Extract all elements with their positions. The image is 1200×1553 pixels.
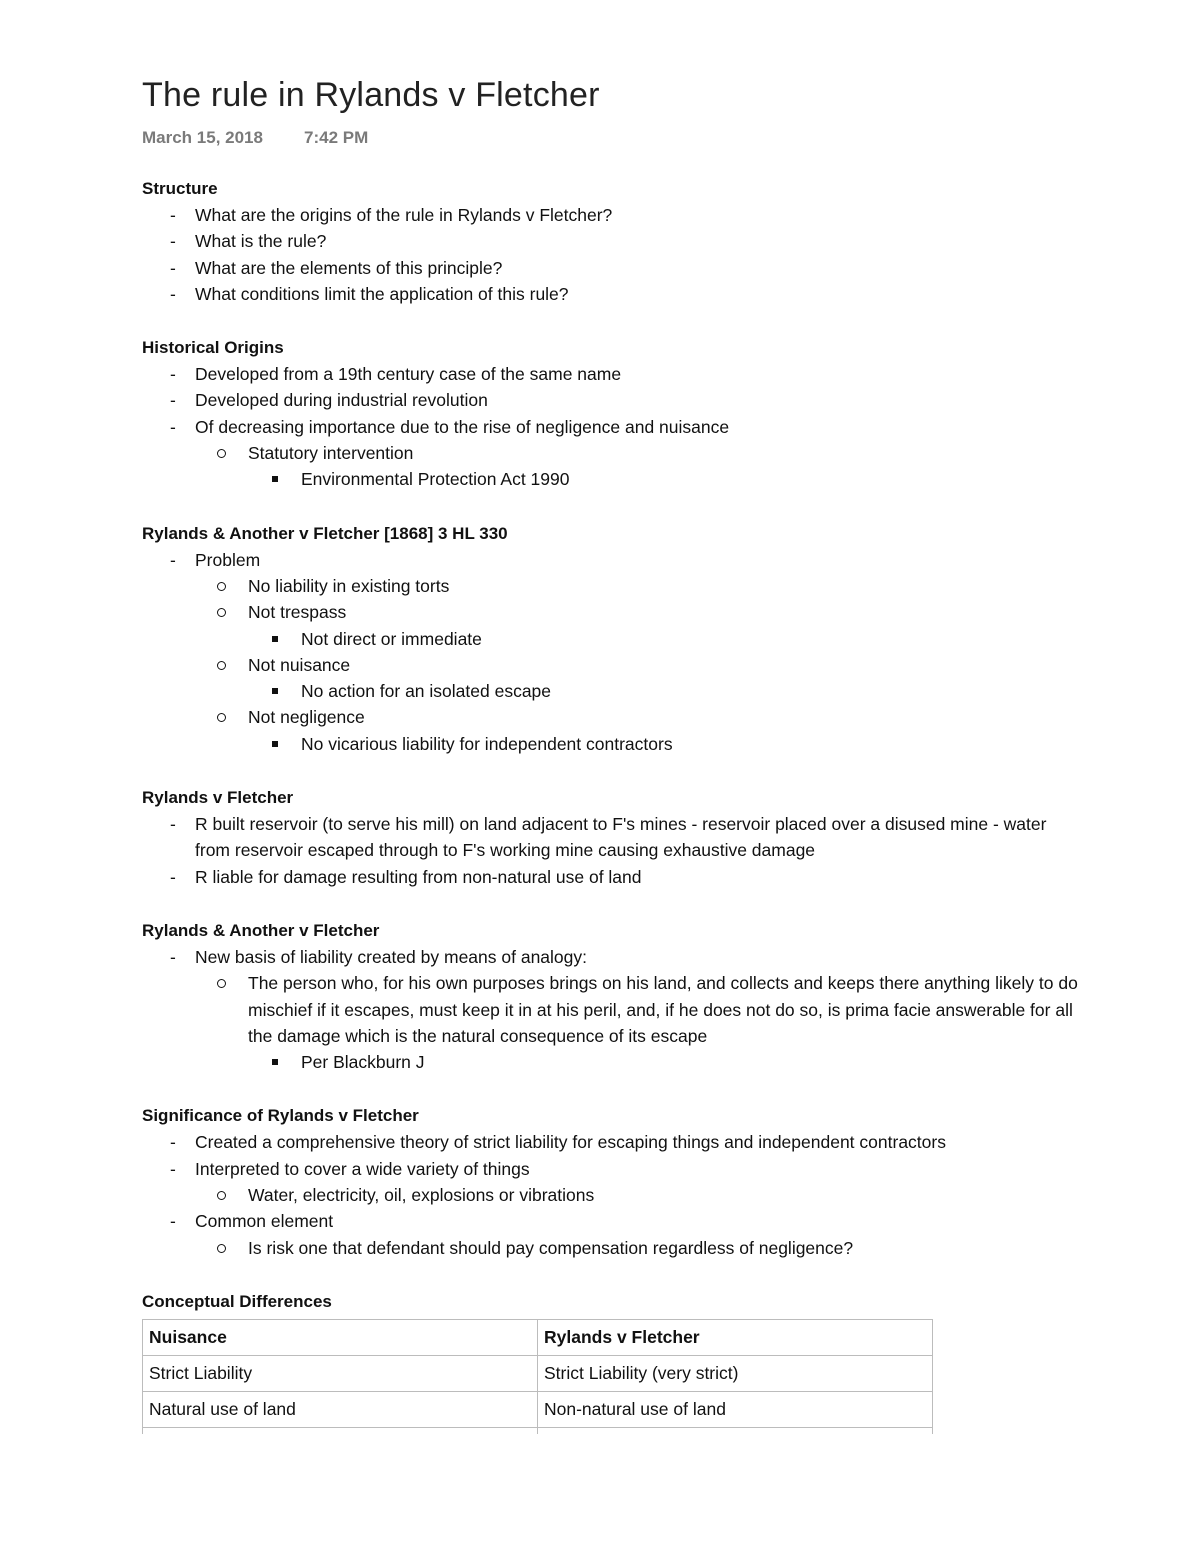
dash-bullet-icon [170, 255, 190, 281]
outline-list-level-3 [248, 626, 1082, 652]
dash-bullet-icon [170, 1156, 190, 1182]
section-heading: Conceptual Differences [142, 1291, 332, 1311]
list-item [248, 731, 1082, 757]
table-header-row [143, 1319, 933, 1355]
document-page [142, 72, 1082, 1434]
list-item-text: Not trespass [248, 602, 347, 623]
dash-bullet-icon [170, 414, 190, 440]
note-section [142, 335, 1082, 492]
list-item-text: No liability in existing torts [248, 575, 450, 596]
list-item [142, 1208, 1082, 1261]
list-item-text: R built reservoir (to serve his mill) on land adjacent to F's mines - reservoir placed over a disused mine - water from reservoir escaped through to F's working mine causing exhaustive damage [195, 814, 1047, 861]
outline-list-level-3 [248, 678, 1082, 704]
list-item [142, 281, 1082, 307]
table-row-partial [143, 1427, 933, 1434]
outline-list-level-2 [195, 440, 1082, 493]
list-item-text: What conditions limit the application of this rule? [195, 283, 569, 304]
table-cell: Strict Liability (very strict) [538, 1355, 933, 1391]
list-item [248, 678, 1082, 704]
list-item-text: R liable for damage resulting from non-natural use of land [195, 866, 642, 887]
list-item [142, 1129, 1082, 1155]
section-heading: Significance of Rylands v Fletcher [142, 1106, 419, 1126]
outline-list-level-3 [248, 1049, 1082, 1075]
list-item-text: Of decreasing importance due to the rise of negligence and nuisance [195, 416, 730, 437]
list-item [195, 599, 1082, 652]
note-section [142, 785, 1082, 890]
list-item-text: Developed during industrial revolution [195, 390, 488, 411]
list-item-text: What are the origins of the rule in Rylands v Fletcher? [195, 205, 613, 225]
outline-list-level-2 [195, 970, 1082, 1075]
conceptual-differences-section [142, 1289, 1082, 1434]
list-item [142, 864, 1082, 890]
outline-list-level-1 [142, 944, 1082, 1075]
list-item-text: New basis of liability created by means of analogy: [195, 946, 588, 967]
list-item [248, 1049, 1082, 1075]
list-item-text: Problem [195, 549, 261, 570]
list-item [142, 811, 1082, 864]
list-item [142, 547, 1082, 757]
dash-bullet-icon [170, 944, 190, 970]
note-sections [142, 176, 1082, 1261]
section-heading: Rylands v Fletcher [142, 788, 294, 808]
list-item-text: Not nuisance [248, 654, 351, 675]
list-item-text: Not direct or immediate [301, 628, 482, 649]
section-heading: Historical Origins [142, 338, 284, 358]
dash-bullet-icon [170, 1129, 190, 1155]
list-item-text: Interpreted to cover a wide variety of things [195, 1158, 530, 1179]
outline-list-level-1 [142, 547, 1082, 757]
list-item [195, 1182, 1082, 1208]
list-item-text: Created a comprehensive theory of strict liability for escaping things and independent contractors [195, 1132, 946, 1153]
list-item [142, 1156, 1082, 1209]
note-section [142, 918, 1082, 1075]
table-row [143, 1391, 933, 1427]
list-item [142, 228, 1082, 254]
list-item [195, 704, 1082, 757]
list-item-text: The person who, for his own purposes brings on his land, and collects and keeps there anything likely to do mischief if it escapes, must keep it in at his peril, and, if he does not do so, is prima facie answerable for all the damage which is the natural consequence of its escape [248, 973, 1078, 1046]
table-cell [538, 1427, 933, 1434]
conceptual-differences-table [142, 1319, 933, 1434]
dash-bullet-icon [170, 202, 190, 228]
list-item-text: No vicarious liability for independent contractors [301, 733, 673, 754]
section-heading: Structure [142, 179, 218, 198]
list-item [142, 387, 1082, 413]
list-item [195, 1235, 1082, 1261]
note-section [142, 176, 1082, 307]
list-item [248, 466, 1082, 492]
list-item-text: Statutory intervention [248, 443, 414, 464]
outline-list-level-2 [195, 1182, 1082, 1208]
section-heading: Rylands & Another v Fletcher [1868] 3 HL 330 [142, 523, 508, 543]
table-cell: Strict Liability [143, 1355, 538, 1391]
list-item [142, 414, 1082, 493]
list-item-text: Per Blackburn J [301, 1052, 425, 1073]
list-item-text: Environmental Protection Act 1990 [301, 469, 570, 490]
list-item [195, 652, 1082, 705]
outline-list-level-1 [142, 202, 1082, 307]
list-item [142, 202, 1082, 228]
list-item [195, 970, 1082, 1075]
note-section [142, 521, 1082, 757]
list-item [142, 944, 1082, 1075]
table-cell [143, 1427, 538, 1434]
outline-list-level-1 [142, 1129, 1082, 1260]
dash-bullet-icon [170, 547, 190, 573]
outline-list-level-2 [195, 1235, 1082, 1261]
list-item-text: What are the elements of this principle? [195, 257, 503, 278]
section-heading: Rylands & Another v Fletcher [142, 920, 380, 940]
table-cell: Non-natural use of land [538, 1391, 933, 1427]
note-metadata [142, 126, 1082, 150]
note-time: 7:42 PM [304, 128, 369, 147]
page-title: The rule in Rylands v Fletcher [142, 76, 600, 114]
outline-list-level-2 [195, 573, 1082, 757]
list-item-text: Developed from a 19th century case of the same name [195, 364, 622, 385]
note-date: March 15, 2018 [142, 128, 263, 147]
list-item [142, 255, 1082, 281]
list-item [142, 361, 1082, 387]
outline-list-level-1 [142, 361, 1082, 492]
list-item-text: Water, electricity, oil, explosions or vibrations [248, 1185, 595, 1206]
list-item-text: Is risk one that defendant should pay compensation regardless of negligence? [248, 1237, 854, 1258]
list-item-text: No action for an isolated escape [301, 681, 552, 702]
dash-bullet-icon [170, 1208, 190, 1234]
dash-bullet-icon [170, 811, 190, 837]
table-cell: Natural use of land [143, 1391, 538, 1427]
dash-bullet-icon [170, 387, 190, 413]
outline-list-level-1 [142, 811, 1082, 890]
table-row [143, 1355, 933, 1391]
table-header-cell: Rylands v Fletcher [538, 1319, 933, 1355]
outline-list-level-3 [248, 466, 1082, 492]
list-item-text: Not negligence [248, 707, 365, 728]
list-item [195, 440, 1082, 493]
note-section [142, 1103, 1082, 1260]
dash-bullet-icon [170, 281, 190, 307]
dash-bullet-icon [170, 361, 190, 387]
table-header-cell: Nuisance [143, 1319, 538, 1355]
outline-list-level-3 [248, 731, 1082, 757]
list-item-text: What is the rule? [195, 231, 327, 252]
dash-bullet-icon [170, 228, 190, 254]
list-item [195, 573, 1082, 599]
dash-bullet-icon [170, 864, 190, 890]
list-item [248, 626, 1082, 652]
list-item-text: Common element [195, 1211, 334, 1232]
